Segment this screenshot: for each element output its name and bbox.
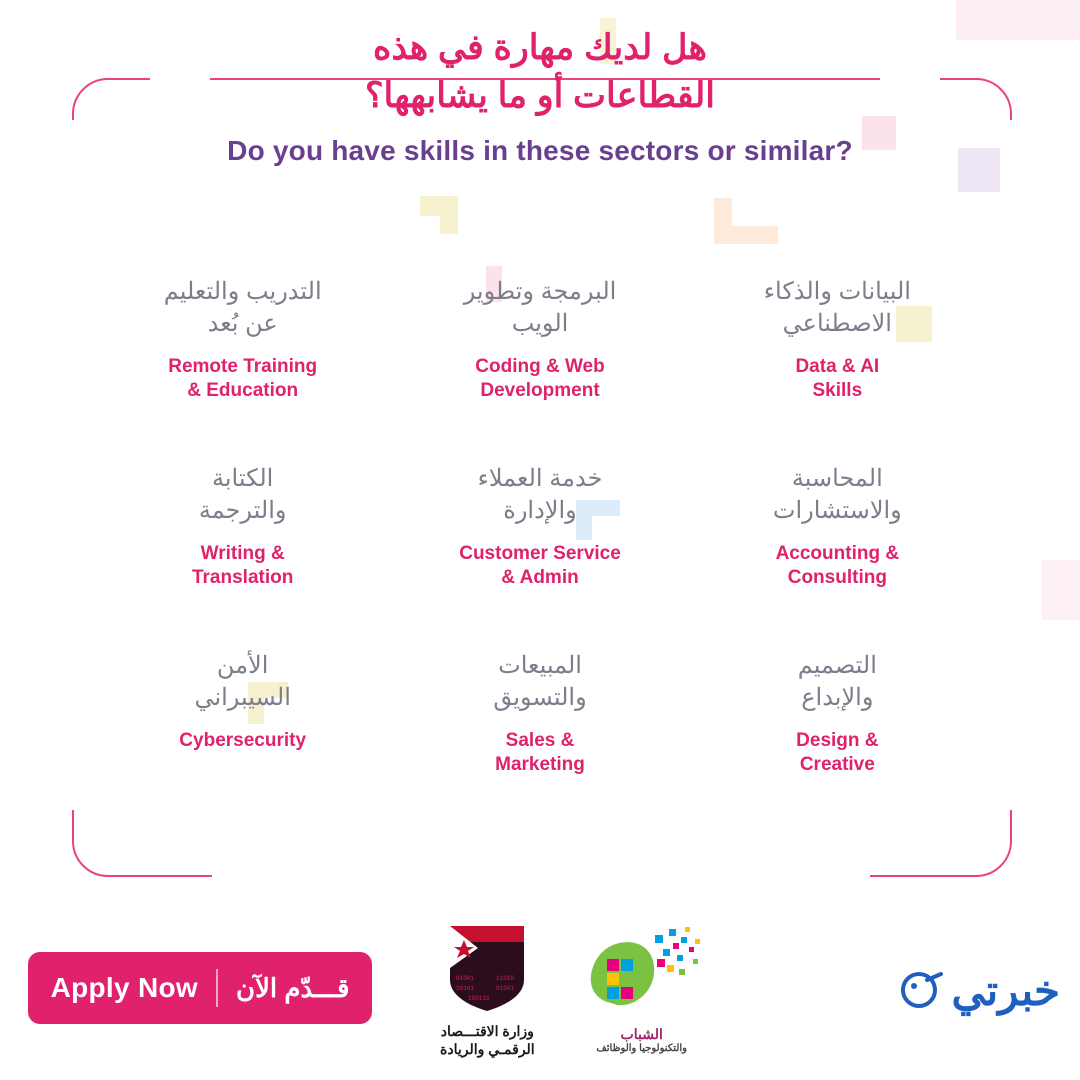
sector-item [393, 459, 686, 646]
sector-label-english [393, 355, 686, 403]
sector-label-arabic [691, 276, 984, 339]
khibrati-mark-icon [897, 968, 945, 1012]
sector-label-arabic [393, 463, 686, 526]
sector-item [691, 459, 984, 646]
sector-label-english [691, 542, 984, 590]
sector-label-arabic-line2: الويب [511, 309, 569, 337]
apply-now-button[interactable] [28, 952, 372, 1024]
sector-item [393, 272, 686, 459]
sector-label-arabic-line2: والإدارة [503, 496, 577, 524]
page-title-english: Do you have skills in these sectors or similar? [227, 135, 853, 167]
sector-label-arabic-line2: والتسويق [493, 683, 587, 711]
sector-grid [96, 272, 984, 833]
sector-label-arabic-line1: المبيعات [498, 652, 582, 679]
sector-label-english-line1: Data & AI [795, 356, 880, 378]
page-title-arabic [0, 24, 1080, 119]
youth-pixel-head-icon [577, 925, 707, 1017]
header [0, 24, 1080, 167]
sector-label-english [393, 729, 686, 777]
ministry-caption-line2: الرقمـي والريادة [440, 1040, 535, 1057]
sector-label-english-line2: Skills [812, 380, 863, 402]
sector-label-arabic-line1: التدريب والتعليم [163, 278, 322, 305]
sector-label-arabic-line2: والاستشارات [772, 496, 902, 524]
svg-text:100110: 100110 [468, 995, 490, 1002]
youth-caption-line1: الشباب [620, 1025, 663, 1042]
sector-item [96, 646, 389, 833]
sector-label-arabic-line2: والإبداع [801, 683, 874, 711]
sector-label-arabic [393, 276, 686, 339]
deco-square [714, 226, 778, 244]
sector-label-english-line1: Customer Service [459, 543, 621, 565]
youth-caption-line2: والتكنولوجيا والوظائف [596, 1043, 687, 1054]
sector-item [96, 272, 389, 459]
sector-label-arabic-line1: المحاسبة [791, 465, 883, 492]
apply-now-label-english: Apply Now [50, 972, 198, 1003]
sector-label-arabic [691, 650, 984, 713]
sector-label-english [96, 542, 389, 590]
sector-label-english-line2: & Admin [501, 567, 579, 589]
sector-label-english-line2: Translation [191, 567, 294, 589]
page-title-arabic-line2: القطاعات أو ما يشابهها؟ [364, 75, 716, 115]
sector-label-english-line2: Development [480, 380, 600, 402]
sector-label-english-line1: Writing & [200, 543, 285, 565]
sector-label-english [691, 729, 984, 777]
youth-logo-block [577, 925, 707, 1056]
ministry-logo-caption [440, 1023, 535, 1058]
deco-square [440, 196, 458, 234]
khibrati-brand-logo [897, 966, 1060, 1015]
svg-text:10101: 10101 [456, 985, 475, 992]
sector-item [393, 646, 686, 833]
sector-label-arabic-line2: عن بُعد [207, 309, 278, 337]
sector-label-english-line2: Consulting [787, 567, 887, 589]
sector-label-english-line2: & Education [187, 380, 299, 402]
sector-label-english-line2: Creative [799, 754, 875, 776]
sector-label-english-line1: Cybersecurity [179, 730, 307, 752]
sector-label-english [393, 542, 686, 590]
khibrati-wordmark: خبرتي [951, 966, 1060, 1014]
ministry-caption-line1: وزارة الاقتـــصاد [440, 1023, 534, 1039]
ministry-logo-block [440, 922, 535, 1058]
sector-label-arabic [96, 276, 389, 339]
sector-label-english [691, 355, 984, 403]
sector-label-english [96, 729, 389, 753]
sector-label-arabic [96, 463, 389, 526]
sector-item [691, 646, 984, 833]
sector-item [96, 459, 389, 646]
sector-label-arabic [96, 650, 389, 713]
sector-label-arabic-line2: السيبراني [194, 683, 291, 711]
sector-label-arabic-line1: البيانات والذكاء [763, 278, 911, 305]
svg-text:11010: 11010 [496, 975, 515, 982]
sector-label-arabic-line2: والترجمة [198, 496, 287, 524]
svg-text:01001: 01001 [456, 975, 475, 982]
sector-label-english [96, 355, 389, 403]
svg-text:01001: 01001 [496, 985, 515, 992]
frame-gap-right [1000, 120, 1018, 810]
page-title-arabic-line1: هل لديك مهارة في هذه [373, 28, 707, 67]
sector-item [691, 272, 984, 459]
sector-label-arabic-line1: البرمجة وتطوير [463, 278, 617, 305]
frame-gap-bottom [212, 862, 870, 880]
sector-label-arabic [691, 463, 984, 526]
sector-label-english-line1: Sales & [505, 730, 575, 752]
sector-label-arabic-line2: الاصطناعي [782, 309, 892, 337]
sector-label-english-line1: Design & [796, 730, 879, 752]
ministry-shield-icon [444, 922, 530, 1014]
sector-label-arabic-line1: الأمن [216, 652, 269, 679]
sector-label-english-line1: Accounting & [775, 543, 900, 565]
deco-square [1042, 560, 1080, 620]
logo-row [440, 920, 1060, 1060]
sector-label-english-line2: Marketing [495, 754, 585, 776]
sector-label-arabic [393, 650, 686, 713]
sector-label-arabic-line1: الكتابة [212, 465, 274, 492]
frame-gap-left [64, 120, 82, 810]
sector-label-english-line1: Remote Training [168, 356, 318, 378]
sector-label-arabic-line1: خدمة العملاء [477, 465, 603, 492]
sector-label-arabic-line1: التصميم [797, 652, 877, 679]
sector-label-english-line1: Coding & Web [475, 356, 605, 378]
youth-logo-caption [577, 1026, 707, 1056]
apply-now-label-arabic: قـــدّم الآن [235, 972, 350, 1003]
